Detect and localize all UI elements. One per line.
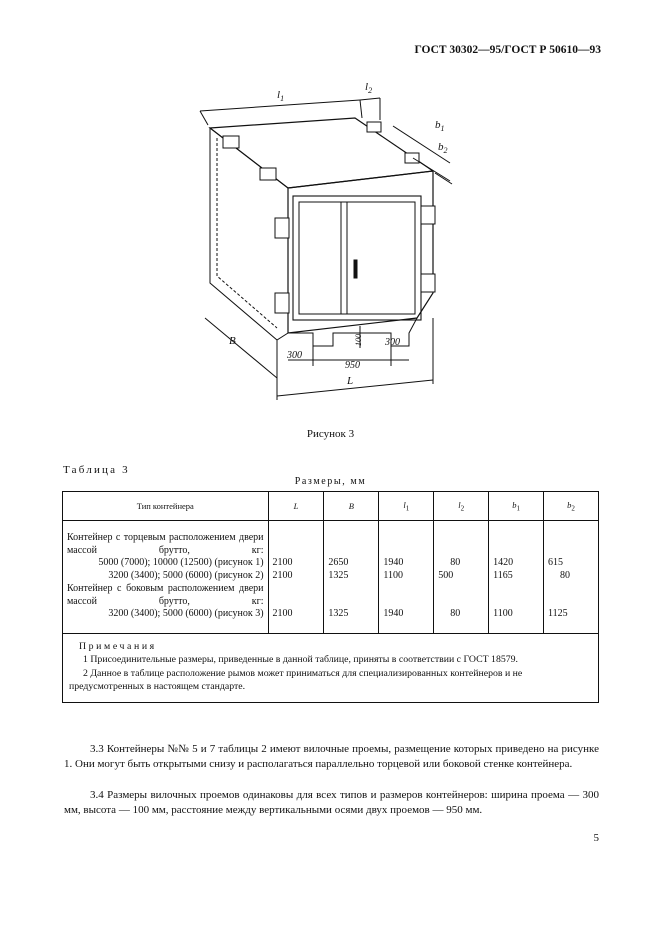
dim-B: B [229,335,236,347]
dim-300-left: 300 [287,350,302,361]
table-label: Таблица 3 [63,464,130,476]
table-units: Размеры, мм [294,476,367,487]
dim-l1: $l_1$ [277,89,285,103]
note-1: 1 Присоединительные размеры, приведенные в данной таблице, приняты в соответствии с ГОСТ 18579. [83,654,518,666]
dim-300-right: 300 [385,337,400,348]
document-header: ГОСТ 30302—95/ГОСТ Р 50610—93 [414,44,601,56]
table-row [63,521,599,634]
group1-desc: Контейнер с торцевым расположением двери массой брутто, кг: [67,532,264,556]
header-l2: $l_2$ [434,492,489,521]
dim-100: 100 [354,334,363,346]
col-l1: 1940 1100 1940 [379,521,434,634]
group1-row1-mass: 5000 (7000); 10000 (12500) (рисунок 1) [98,557,264,569]
note-2: 2 Данное в таблице расположение рымов может приниматься для специализированных контейнеров и не предусмотренных в настоящем стандарте. [69,667,523,693]
dim-L: L [347,375,354,387]
table-notes-row [63,633,599,702]
notes-title: Примечания [79,640,157,652]
header-b1: $b_1$ [489,492,544,521]
paragraph-3-4: 3.4 Размеры вилочных проемов одинаковы для всех типов и размеров контейнеров: ширина проема — 300 мм, высота — 100 мм, расстояние между вертикальными осями двух проемов — 950 мм. [64,789,599,816]
header-b2: $b_2$ [544,492,599,521]
col-l2: 80 500 80 [434,521,489,634]
dim-950: 950 [345,360,360,371]
table-header-row [63,492,599,521]
dim-b1: $b_1$ [435,119,445,133]
type-cell [63,521,269,634]
col-L: 2100 2100 2100 [268,521,324,634]
dim-l2: $l_2$ [365,81,373,95]
col-B: 2650 1325 1325 [324,521,379,634]
paragraph-3-3: 3.3 Контейнеры №№ 5 и 7 таблицы 2 имеют вилочные проемы, размещение которых приведено на рисунке 1. Они могут быть открытыми снизу и располагаться параллельно торцевой или боковой стенке контейнера. [64,743,599,770]
header-l1: $l_1$ [379,492,434,521]
group2-row1-mass: 3200 (3400); 5000 (6000) (рисунок 3) [108,608,264,620]
header-L: L [268,492,324,521]
header-type: Тип контейнера [63,492,269,521]
page-number: 5 [593,832,599,844]
dim-b2: $b_2$ [438,141,448,155]
col-b1: 1420 1165 1100 [489,521,544,634]
group1-row2-mass: 3200 (3400); 5000 (6000) (рисунок 2) [108,570,264,582]
dimensions-table [62,491,599,703]
header-B: B [324,492,379,521]
group2-desc: Контейнер с боковым расположением двери массой брутто, кг: [67,582,264,607]
notes-cell [63,633,599,702]
figure-caption: Рисунок 3 [306,428,355,440]
col-b2: 615 80 1125 [544,521,599,634]
container-drawing [195,78,455,408]
